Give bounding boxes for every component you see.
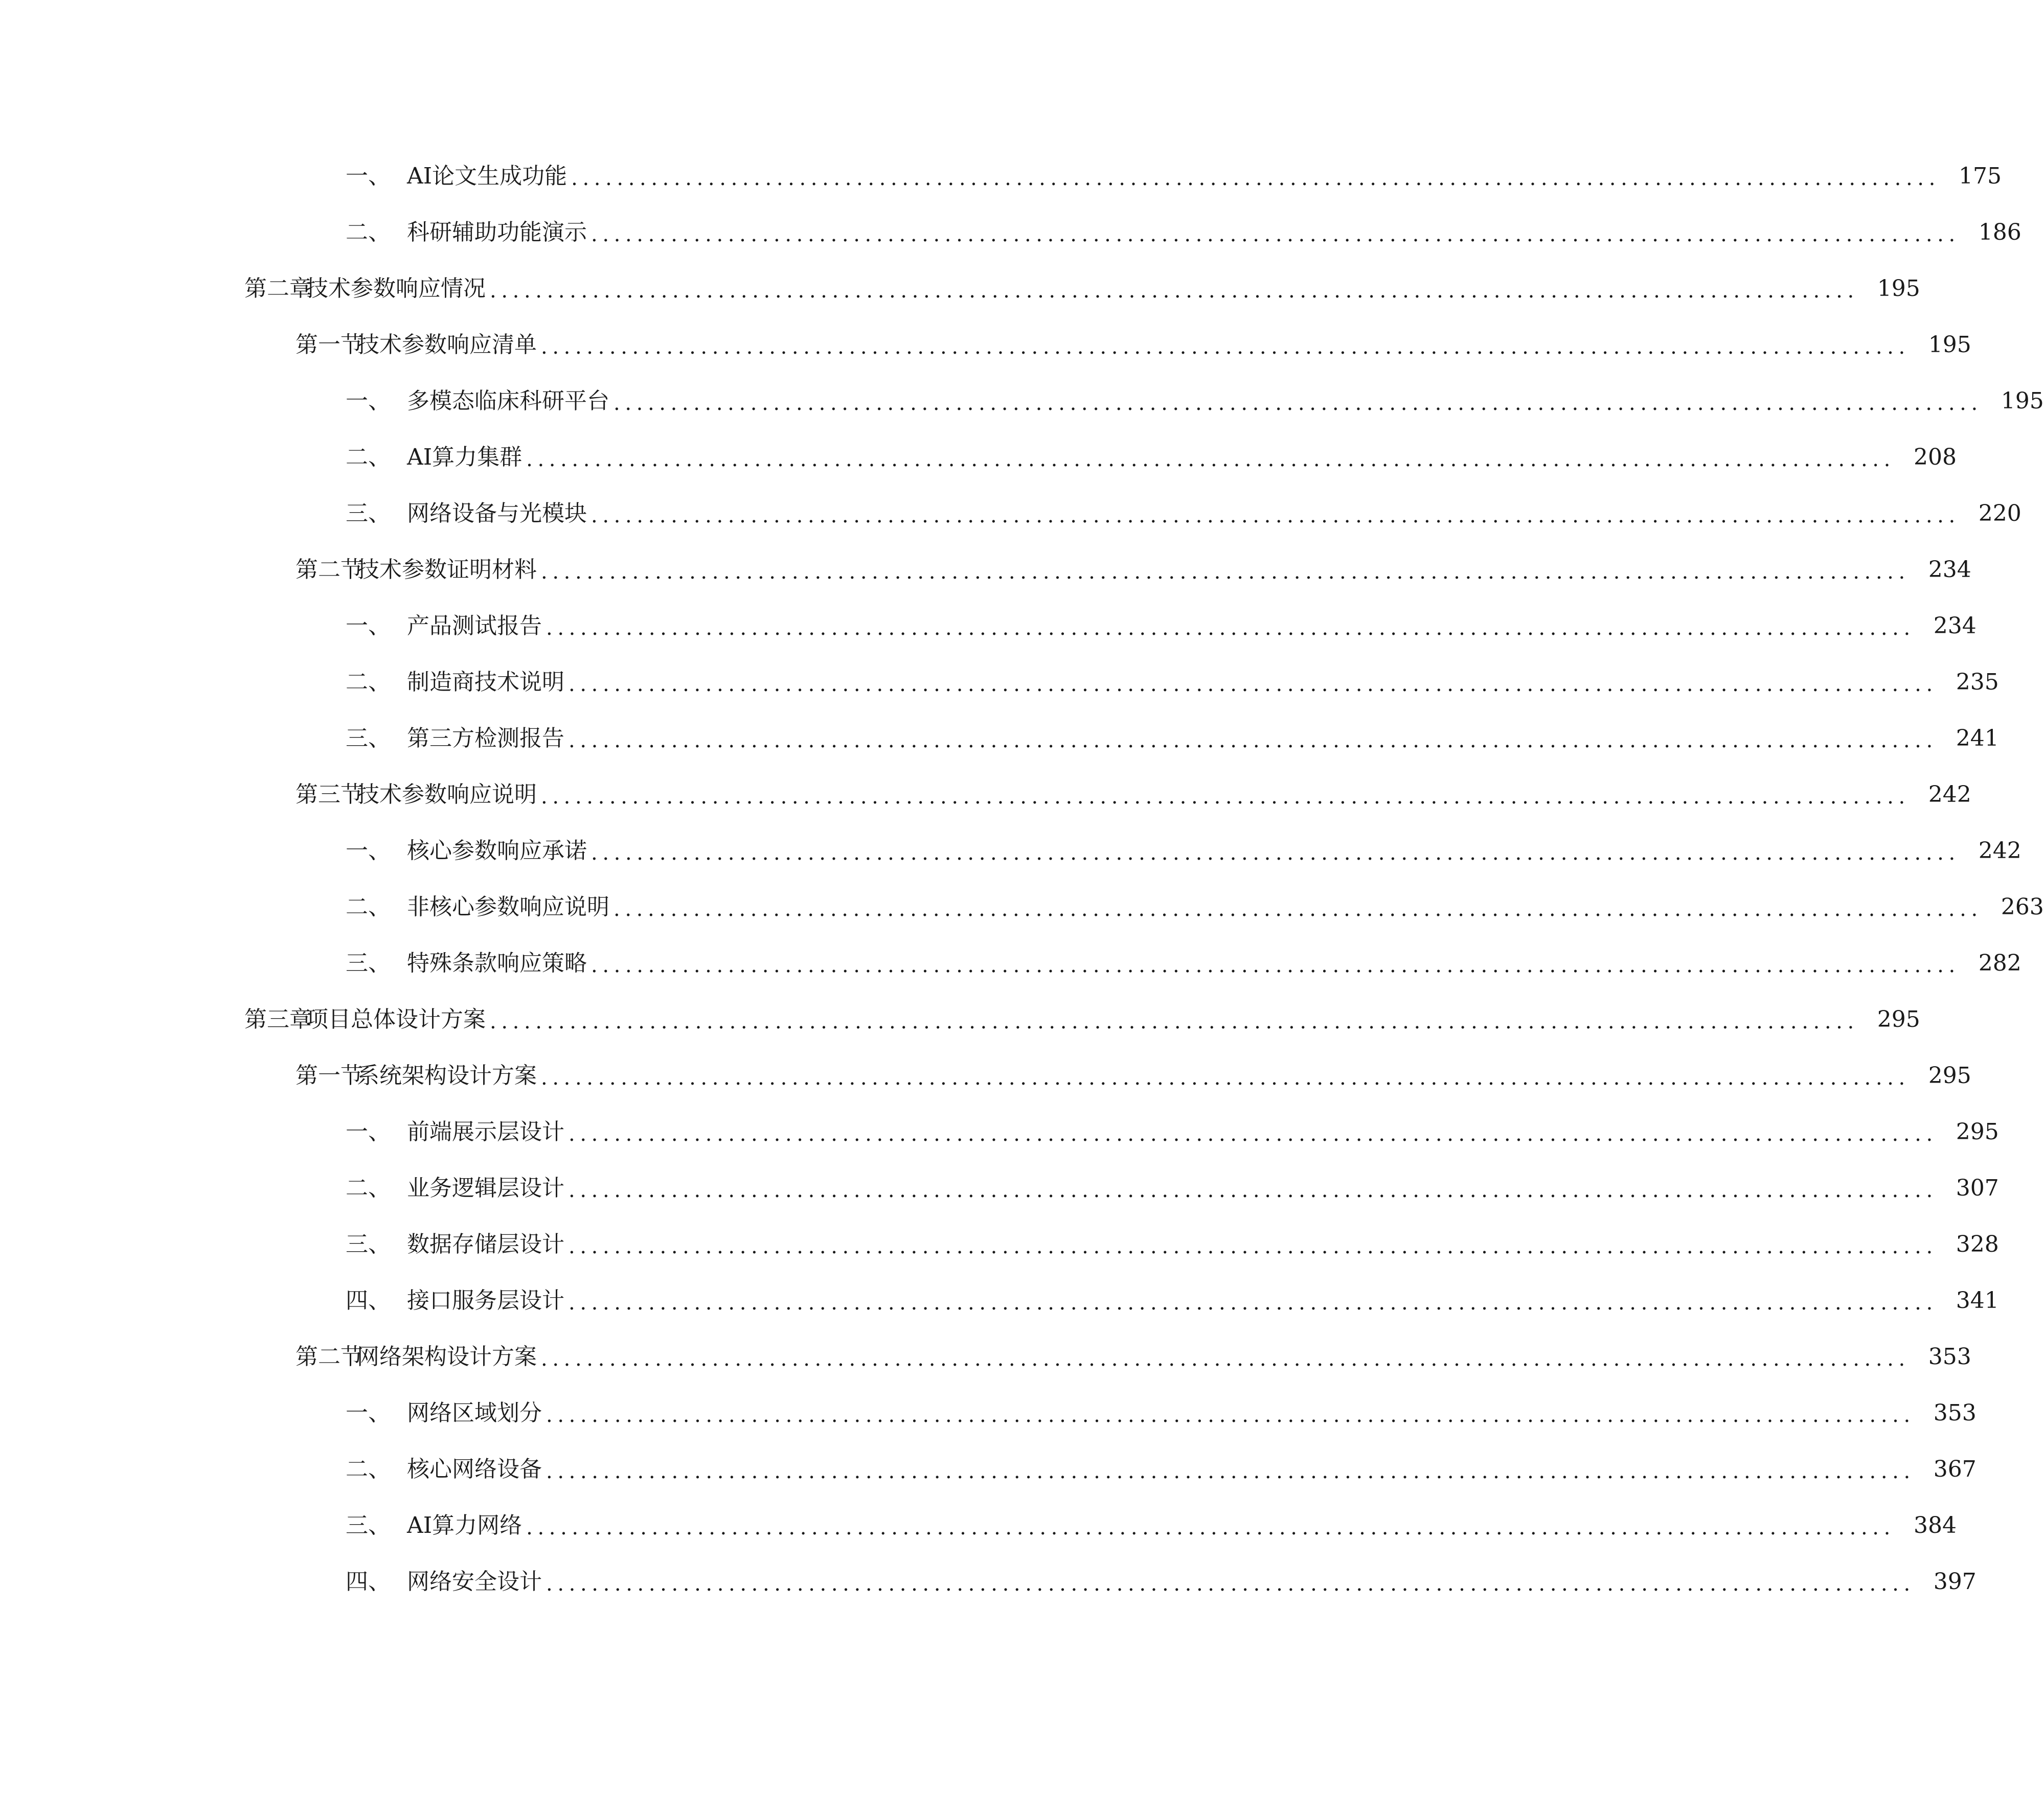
toc-entry-number: 四、 [346, 1569, 391, 1595]
toc-entry-page: 263 [2001, 894, 2044, 920]
toc-entry-page: 397 [1933, 1569, 1977, 1595]
toc-entry-number: 第三节 [296, 781, 363, 808]
toc-entry[interactable] [0, 1441, 1977, 1498]
toc-entry-title: AI论文生成功能 [407, 163, 567, 189]
dot-leader: ........................................................................................................................ [541, 1066, 1910, 1090]
toc-entry-number: 三、 [346, 725, 391, 751]
toc-entry-page: 353 [1928, 1344, 1971, 1370]
toc-entry[interactable] [0, 1498, 1957, 1554]
toc-entry-title: 数据存储层设计 [407, 1231, 564, 1257]
toc-entry-title: 第三方检测报告 [407, 725, 564, 751]
toc-entry-title: 网络设备与光模块 [407, 500, 587, 526]
toc-entry[interactable] [0, 373, 2044, 429]
toc-entry-page: 307 [1956, 1175, 1999, 1201]
toc-entry[interactable] [0, 879, 2044, 935]
toc-entry-number: 第二章 [244, 275, 312, 302]
toc-entry-number: 二、 [346, 1456, 391, 1482]
toc-entry-page: 295 [1928, 1063, 1971, 1089]
toc-entry-number: 一、 [346, 163, 391, 189]
toc-entry-title: 网络安全设计 [407, 1569, 542, 1595]
toc-entry-title: 业务逻辑层设计 [407, 1175, 564, 1201]
toc-entry-title: 产品测试报告 [407, 613, 542, 639]
dot-leader: ........................................................................................................................ [546, 1460, 1915, 1483]
toc-entry-number: 一、 [346, 388, 391, 414]
toc-entry-page: 195 [2001, 388, 2044, 414]
toc-entry-title: 接口服务层设计 [407, 1288, 564, 1314]
toc-entry-title: 制造商技术说明 [407, 669, 564, 695]
toc-entry-page: 175 [1958, 163, 2002, 189]
toc-entry[interactable] [0, 1216, 1999, 1273]
toc-entry-number: 一、 [346, 1119, 391, 1145]
toc-entry-number: 二、 [346, 1175, 391, 1201]
toc-entry-title: AI算力集群 [407, 444, 523, 470]
toc-entry[interactable] [0, 486, 2022, 542]
toc-entry-title: 多模态临床科研平台 [407, 388, 609, 414]
toc-entry[interactable] [0, 1048, 1971, 1104]
dot-leader: ........................................................................................................................ [546, 616, 1915, 640]
dot-leader: ........................................................................................................................ [526, 448, 1895, 471]
toc-entry-title: 技术参数响应清单 [357, 332, 537, 358]
table-of-contents [0, 148, 2044, 1610]
toc-entry-title: 项目总体设计方案 [306, 1006, 486, 1032]
dot-leader: ........................................................................................................................ [541, 335, 1910, 359]
toc-entry-title: 前端展示层设计 [407, 1119, 564, 1145]
toc-entry[interactable] [0, 935, 2022, 992]
toc-entry-title: 科研辅助功能演示 [407, 219, 587, 245]
dot-leader: ........................................................................................................................ [591, 223, 1960, 246]
dot-leader: ........................................................................................................................ [541, 1347, 1910, 1371]
toc-entry-title: 技术参数证明材料 [357, 557, 537, 583]
toc-entry-number: 第二节 [296, 557, 363, 583]
dot-leader: ........................................................................................................................ [591, 504, 1960, 527]
toc-entry-page: 195 [1928, 332, 1971, 358]
toc-entry-page: 235 [1956, 669, 1999, 695]
dot-leader: ........................................................................................................................ [569, 1291, 1938, 1315]
toc-entry[interactable] [0, 317, 1971, 373]
toc-entry[interactable] [0, 1554, 1977, 1610]
dot-leader: ........................................................................................................................ [546, 1404, 1915, 1427]
toc-entry[interactable] [0, 148, 2002, 204]
toc-entry-number: 三、 [346, 1231, 391, 1257]
dot-leader: ........................................................................................................................ [591, 954, 1960, 977]
toc-entry-number: 一、 [346, 838, 391, 864]
toc-entry-number: 第一节 [296, 1063, 363, 1089]
toc-entry-number: 四、 [346, 1288, 391, 1314]
toc-entry-page: 353 [1933, 1400, 1977, 1426]
toc-entry[interactable] [0, 992, 1920, 1048]
dot-leader: ........................................................................................................................ [569, 1235, 1938, 1258]
toc-entry-title: 网络架构设计方案 [357, 1344, 537, 1370]
dot-leader: ........................................................................................................................ [490, 1010, 1859, 1033]
toc-entry-page: 208 [1913, 444, 1957, 470]
toc-entry-number: 二、 [346, 444, 391, 470]
toc-entry[interactable] [0, 1329, 1971, 1385]
toc-entry-page: 367 [1933, 1456, 1977, 1482]
toc-entry-number: 三、 [346, 500, 391, 526]
toc-entry-title: 网络区域划分 [407, 1400, 542, 1426]
toc-entry[interactable] [0, 767, 1971, 823]
toc-entry[interactable] [0, 1273, 1999, 1329]
toc-entry-page: 220 [1978, 500, 2022, 526]
dot-leader: ........................................................................................................................ [546, 1572, 1915, 1596]
toc-entry-number: 一、 [346, 613, 391, 639]
toc-entry-page: 234 [1928, 557, 1971, 583]
toc-entry-page: 384 [1913, 1512, 1957, 1538]
toc-entry-title: 特殊条款响应策略 [407, 950, 587, 976]
toc-entry-number: 二、 [346, 219, 391, 245]
dot-leader: ........................................................................................................................ [569, 729, 1938, 752]
toc-entry-title: 技术参数响应说明 [357, 781, 537, 808]
toc-entry[interactable] [0, 823, 2022, 879]
toc-entry-number: 三、 [346, 1512, 391, 1538]
toc-entry-page: 341 [1956, 1288, 1999, 1314]
dot-leader: ........................................................................................................................ [569, 1179, 1938, 1202]
toc-entry-page: 328 [1956, 1231, 1999, 1257]
dot-leader: ........................................................................................................................ [490, 279, 1859, 303]
toc-entry-page: 282 [1978, 950, 2022, 976]
toc-entry-page: 241 [1956, 725, 1999, 751]
toc-entry-number: 一、 [346, 1400, 391, 1426]
toc-entry-page: 242 [1978, 838, 2022, 864]
toc-entry-page: 295 [1956, 1119, 1999, 1145]
toc-entry[interactable] [0, 429, 1957, 486]
toc-entry-page: 195 [1877, 275, 1920, 302]
dot-leader: ........................................................................................................................ [614, 898, 1983, 921]
toc-entry-page: 186 [1978, 219, 2022, 245]
toc-entry[interactable] [0, 654, 1999, 710]
toc-entry[interactable] [0, 1160, 1999, 1216]
toc-entry-title: 系统架构设计方案 [357, 1063, 537, 1089]
dot-leader: ........................................................................................................................ [526, 1516, 1895, 1539]
toc-entry-title: 技术参数响应情况 [306, 275, 486, 302]
toc-entry-number: 二、 [346, 669, 391, 695]
toc-entry-title: 非核心参数响应说明 [407, 894, 609, 920]
dot-leader: ........................................................................................................................ [614, 392, 1983, 415]
dot-leader: ........................................................................................................................ [571, 167, 1940, 190]
toc-entry-number: 二、 [346, 894, 391, 920]
dot-leader: ........................................................................................................................ [541, 560, 1910, 584]
toc-entry-number: 第一节 [296, 332, 363, 358]
toc-entry-page: 234 [1933, 613, 1977, 639]
toc-entry-number: 三、 [346, 950, 391, 976]
toc-entry[interactable] [0, 1385, 1977, 1441]
toc-entry[interactable] [0, 598, 1977, 654]
toc-entry[interactable] [0, 1104, 1999, 1160]
toc-entry-title: AI算力网络 [407, 1512, 523, 1538]
dot-leader: ........................................................................................................................ [569, 673, 1938, 696]
toc-entry-title: 核心网络设备 [407, 1456, 542, 1482]
toc-entry[interactable] [0, 261, 1920, 317]
toc-entry-page: 295 [1877, 1006, 1920, 1032]
toc-entry[interactable] [0, 542, 1971, 598]
toc-entry[interactable] [0, 204, 2022, 261]
dot-leader: ........................................................................................................................ [591, 841, 1960, 865]
dot-leader: ........................................................................................................................ [569, 1122, 1938, 1146]
toc-entry-page: 242 [1928, 781, 1971, 808]
toc-entry-number: 第二节 [296, 1344, 363, 1370]
dot-leader: ........................................................................................................................ [541, 785, 1910, 809]
toc-entry-title: 核心参数响应承诺 [407, 838, 587, 864]
toc-entry[interactable] [0, 710, 1999, 767]
toc-entry-number: 第三章 [244, 1006, 312, 1032]
